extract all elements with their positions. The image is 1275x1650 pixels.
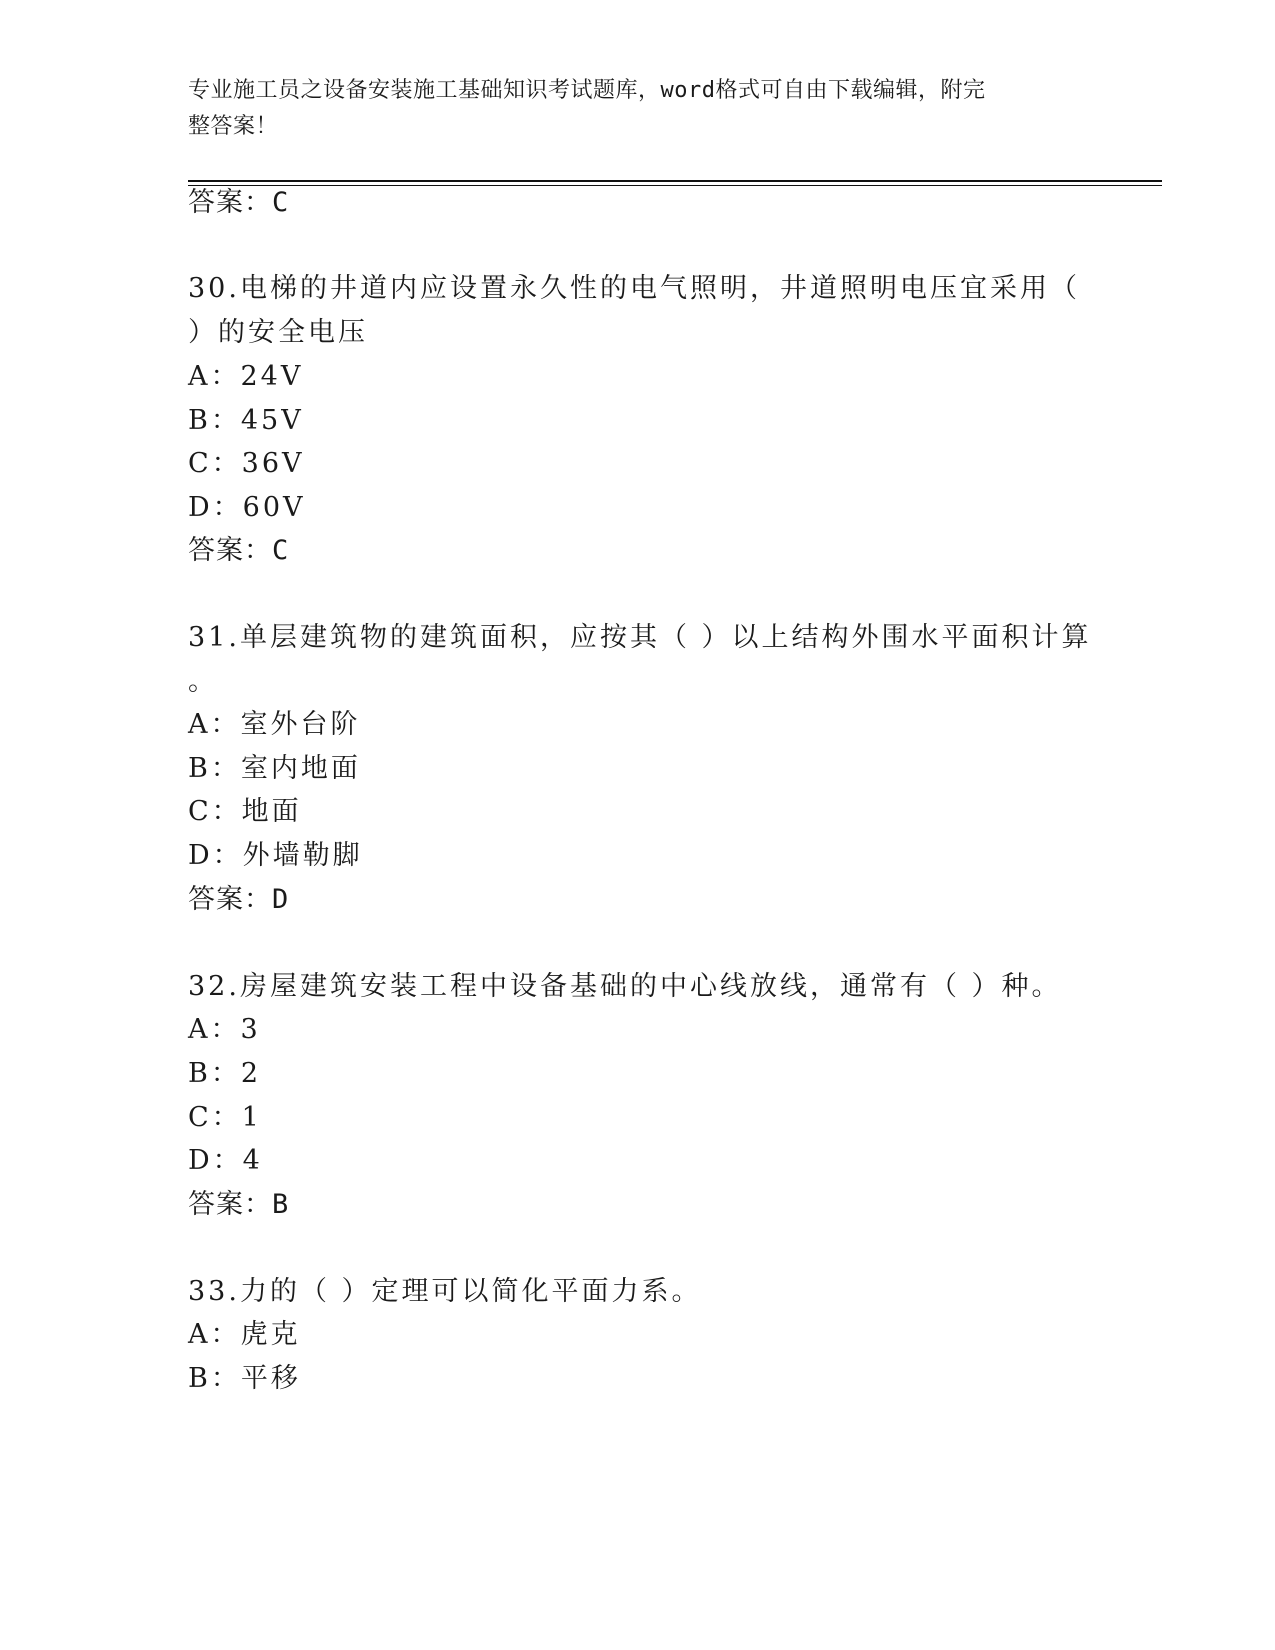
question-33-option-a: A：虎克 xyxy=(188,1319,301,1350)
question-33-stem-line-1: 33.力的（ ）定理可以简化平面力系。 xyxy=(188,1276,702,1307)
header-divider-thin xyxy=(188,185,1162,186)
question-31-option-b: B：室内地面 xyxy=(188,753,361,784)
question-31-answer: 答案：D xyxy=(188,884,290,915)
question-31-option-d: D：外墙勒脚 xyxy=(188,840,363,871)
header-divider-thick xyxy=(188,180,1162,182)
question-30-option-d: D：60V xyxy=(188,492,306,523)
question-32-option-d: D：4 xyxy=(188,1145,263,1176)
previous-answer: 答案：C xyxy=(188,187,290,218)
question-31-stem-line-2: 。 xyxy=(188,666,218,697)
question-32-option-c: C：1 xyxy=(188,1102,262,1133)
header-line-1: 专业施工员之设备安装施工基础知识考试题库，word格式可自由下载编辑，附完 xyxy=(188,78,986,103)
question-30-option-c: C：36V xyxy=(188,448,305,479)
question-31-stem-line-1: 31.单层建筑物的建筑面积，应按其（ ）以上结构外围水平面积计算 xyxy=(188,622,1092,653)
question-32-option-a: A：3 xyxy=(188,1014,261,1045)
question-30-option-b: B：45V xyxy=(188,405,304,436)
document-header xyxy=(188,73,1068,145)
question-30-answer: 答案：C xyxy=(188,535,290,566)
question-32-stem-line-1: 32.房屋建筑安装工程中设备基础的中心线放线，通常有（ ）种。 xyxy=(188,971,1062,1002)
question-30-stem-line-2: ）的安全电压 xyxy=(188,317,368,348)
question-31-option-a: A：室外台阶 xyxy=(188,709,361,740)
question-32-option-b: B：2 xyxy=(188,1058,262,1089)
header-line-2: 整答案！ xyxy=(188,114,279,139)
question-30-option-a: A：24V xyxy=(188,361,304,392)
question-30-stem-line-1: 30.电梯的井道内应设置永久性的电气照明，井道照明电压宜采用（ xyxy=(188,273,1080,304)
question-32-answer: 答案：B xyxy=(188,1189,290,1220)
question-31-option-c: C：地面 xyxy=(188,796,302,827)
question-33-option-b: B：平移 xyxy=(188,1363,301,1394)
